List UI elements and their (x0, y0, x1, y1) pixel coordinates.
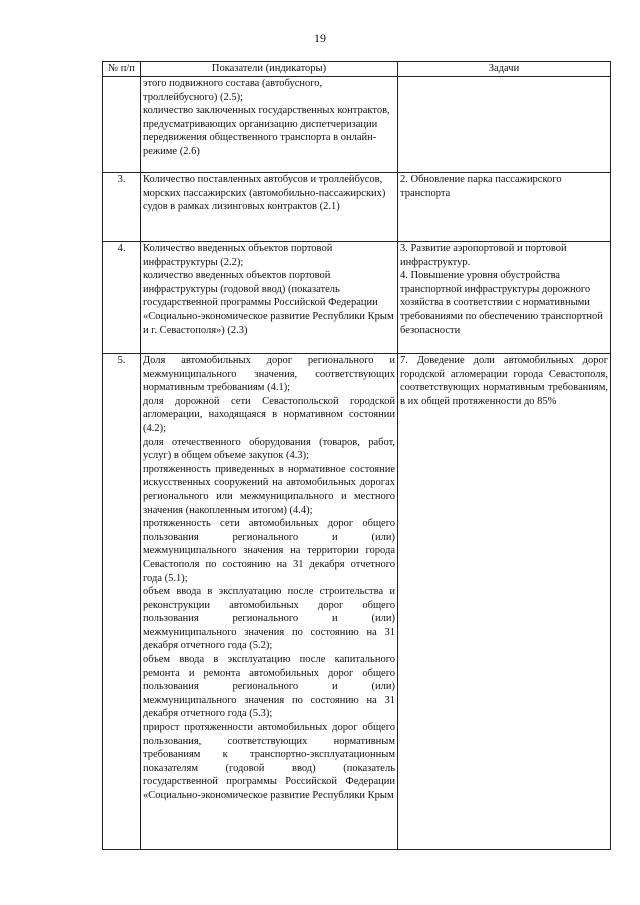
indicator-text: объем ввода в эксплуатацию после капитального ремонта и ремонта автомобильных дорог общего пользования регионального и (или) межмуниципального значения по состоянию на 31 декабря отчетного года (5.3); (143, 654, 395, 720)
indicator-text: Количество поставленных автобусов и троллейбусов, морских пассажирских (автомобильно-пассажирских) судов в рамках лизинговых контрактов (2.1) (143, 174, 386, 213)
indicator-text: Доля автомобильных дорог регионального и межмуниципального значения, соответствующих нормативным требованиям (4.1); (143, 355, 395, 394)
row-number: 3. (103, 173, 141, 242)
indicators-cell (141, 77, 398, 173)
header-indicators: Показатели (индикаторы) (141, 62, 398, 77)
table-header-row (103, 62, 611, 77)
indicator-text: прирост протяженности автомобильных дорог общего пользования, соответствующих нормативным требованиям к транспортно-эксплуатационным показателям (годовой ввод) (показатель государственной программы Российской Федерации «Социально-экономическое развитие Республики Крым (143, 722, 395, 801)
task-text: 2. Обновление парка пассажирского транспорта (400, 174, 562, 199)
tasks-cell (398, 173, 611, 242)
table-row (103, 173, 611, 242)
row-number: 4. (103, 242, 141, 354)
indicator-text: количество заключенных государственных контрактов, предусматривающих организацию диспетчеризации передвижения общественного транспорта в онлайн-режиме (2.6) (143, 105, 390, 157)
tasks-cell (398, 77, 611, 173)
table-row (103, 242, 611, 354)
row-number: 5. (103, 354, 141, 850)
row-number (103, 77, 141, 173)
indicators-cell (141, 173, 398, 242)
indicator-text: объем ввода в эксплуатацию после строительства и реконструкции автомобильных дорог общего пользования регионального и (или) межмуниципального значения по состоянию на 31 декабря отчетного года (5.2); (143, 586, 395, 652)
indicator-text: количество введенных объектов портовой инфраструктуры (годовой ввод) (показатель государственной программы Российской Федерации «Социально-экономическое развитие Республики Крым и г. Севастополя») (2.3) (143, 270, 394, 336)
header-tasks: Задачи (398, 62, 611, 77)
table-row (103, 354, 611, 850)
page-number: 19 (314, 31, 326, 45)
indicator-text: доля отечественного оборудования (товаров, работ, услуг) в общем объеме закупок (4.3); (143, 436, 395, 462)
indicator-text: протяженность приведенных в нормативное состояние искусственных сооружений на автомобильных дорогах регионального или межмуниципального и местного значения (накопленным итогом) (4.4); (143, 463, 395, 516)
indicators-tasks-table (102, 61, 611, 850)
tasks-cell (398, 242, 611, 354)
tasks-cell (398, 354, 611, 850)
task-text: 4. Повышение уровня обустройства транспортной инфраструктуры дорожного хозяйства в соответствии с нормативными требованиями по обеспечению транспортной безопасности (400, 270, 603, 336)
header-num: № п/п (103, 62, 141, 77)
indicator-text: протяженность сети автомобильных дорог общего пользования регионального и (или) межмуниципального значения на территории города Севастополя по состоянию на 31 декабря отчетного года (5.1); (143, 518, 395, 584)
indicator-text: Количество введенных объектов портовой инфраструктуры (2.2); (143, 243, 333, 268)
indicators-cell (141, 354, 398, 850)
indicator-text: этого подвижного состава (автобусного, троллейбусного) (2.5); (143, 78, 323, 103)
indicator-text: доля дорожной сети Севастопольской городской агломерации, находящаяся в нормативном состоянии (4.2); (143, 395, 395, 434)
task-text: 3. Развитие аэропортовой и портовой инфраструктур. (400, 243, 567, 268)
table-row (103, 77, 611, 173)
task-text: 7. Доведение доли автомобильных дорог городской агломерации города Севастополя, соответствующих нормативным требованиям, в их общей протяженности до 85% (400, 355, 608, 407)
indicators-cell (141, 242, 398, 354)
